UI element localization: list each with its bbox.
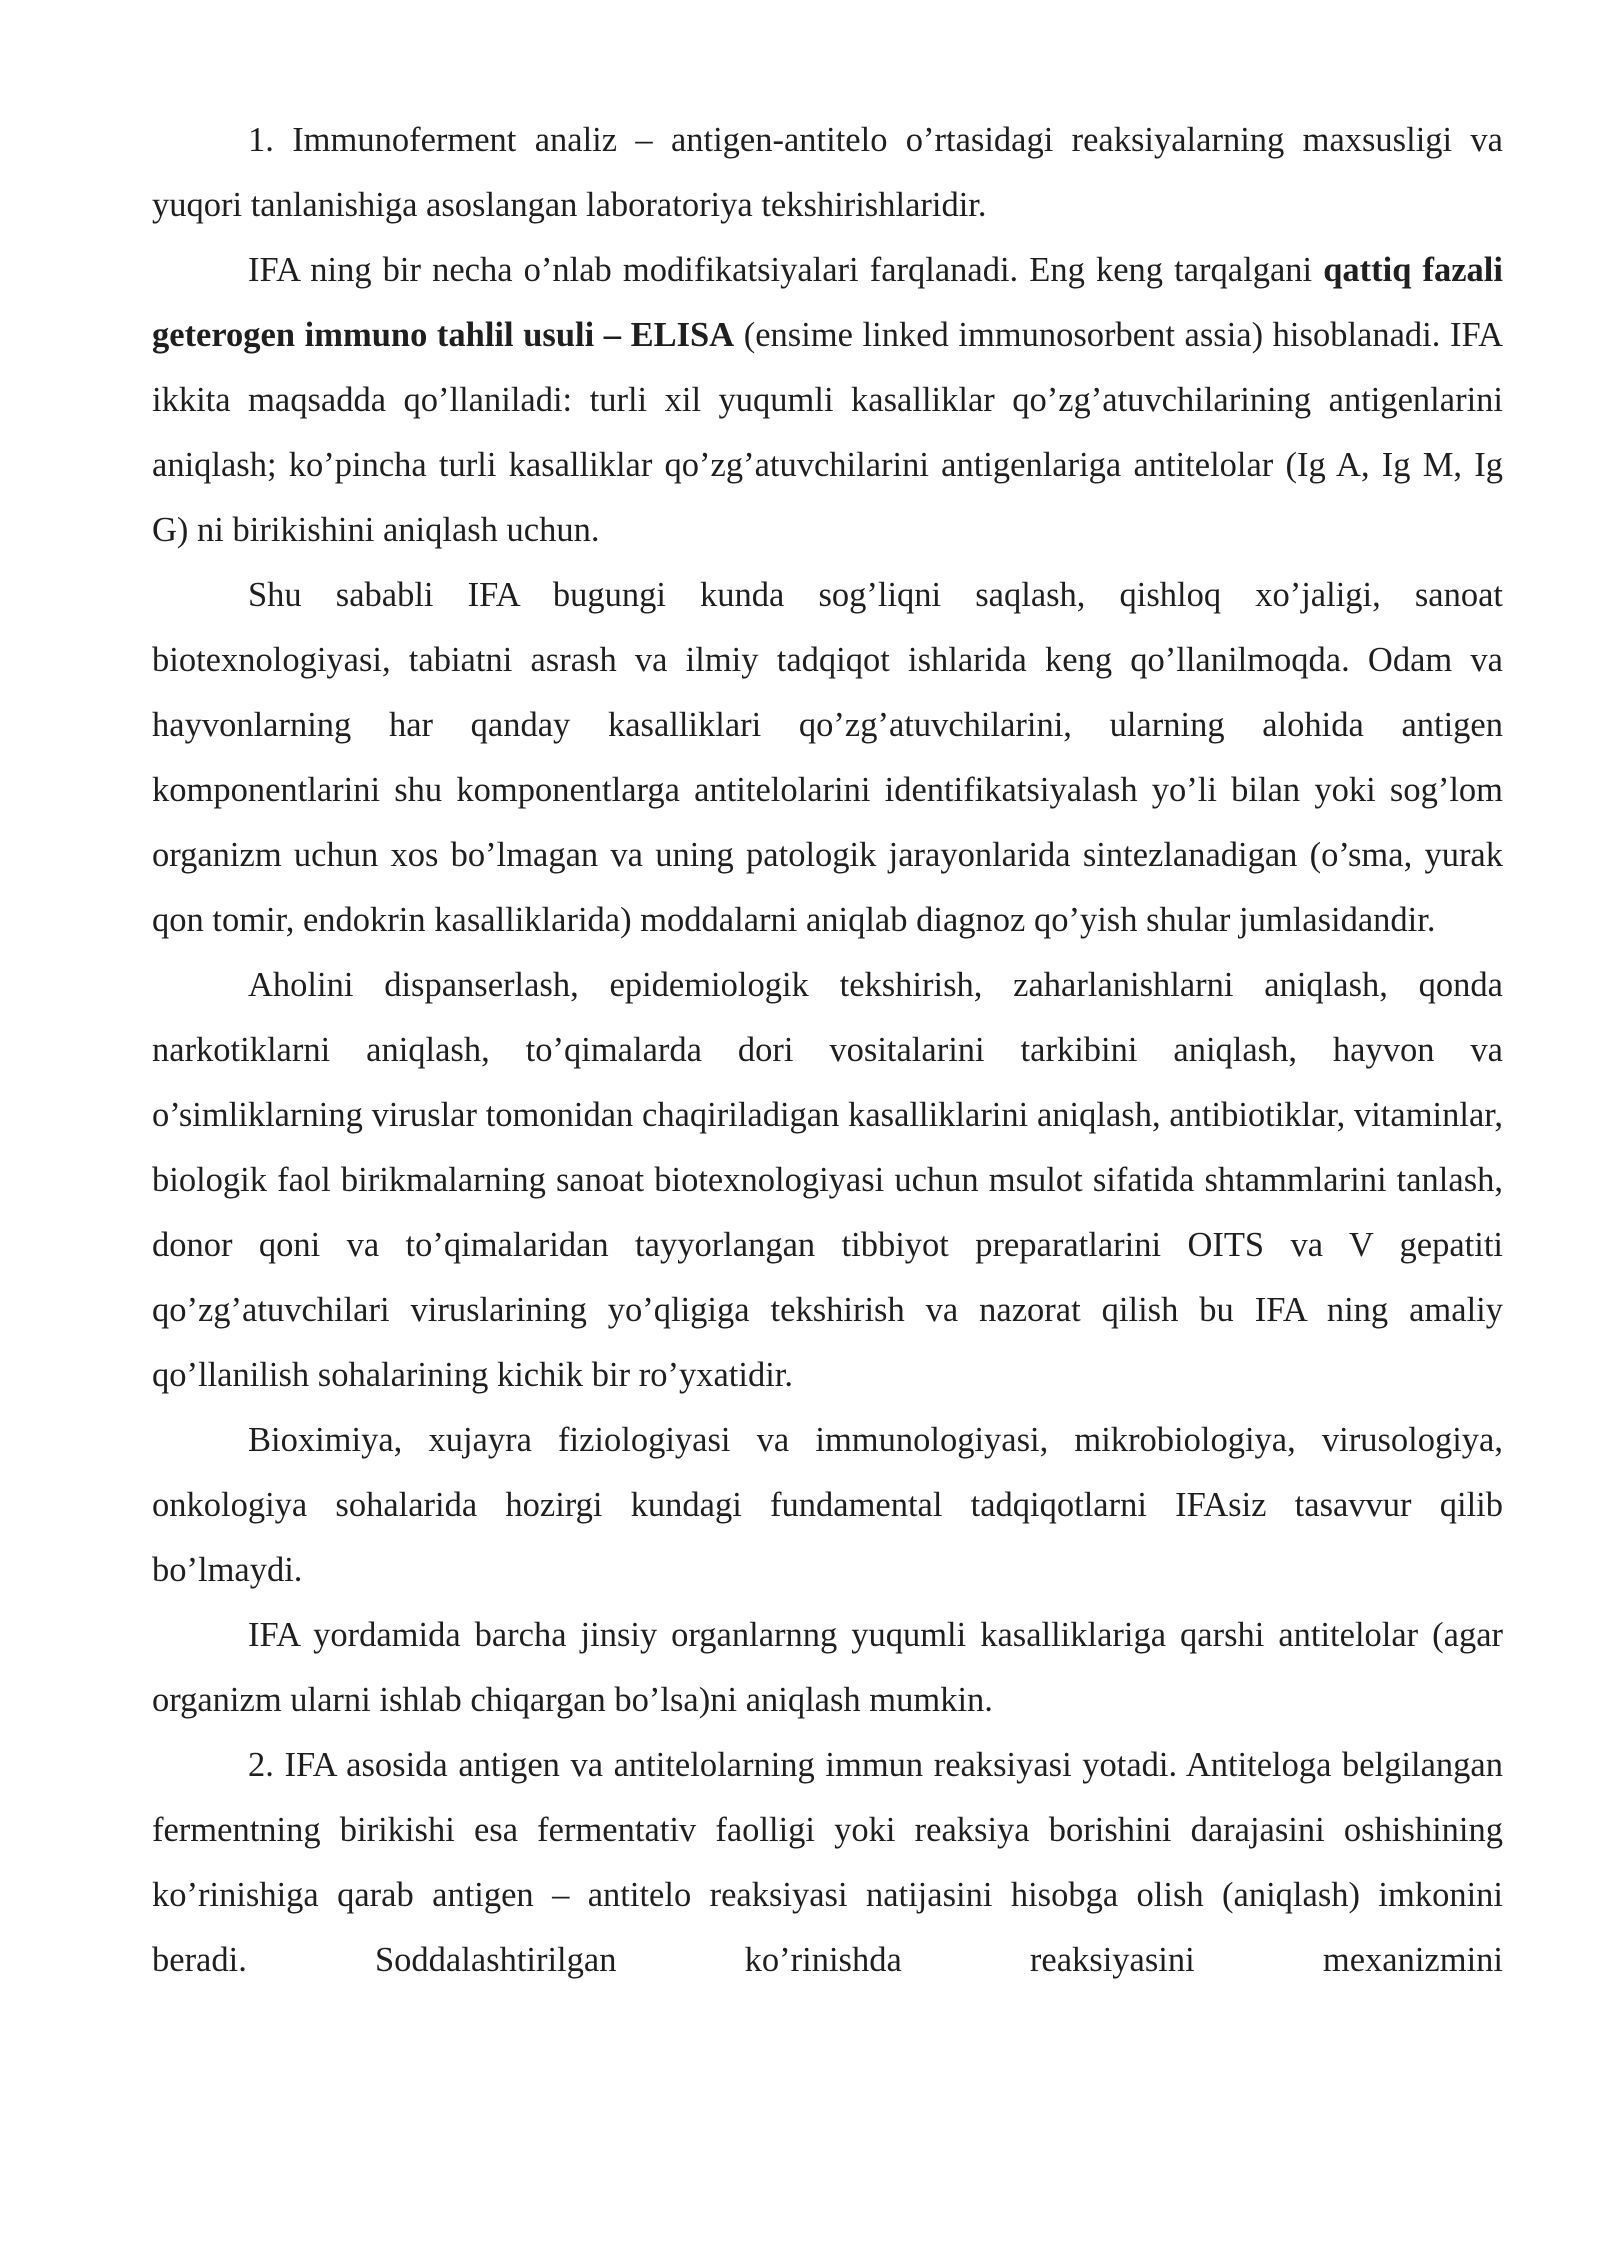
paragraph-1: 1. Immunoferment analiz – antigen-antitelo o’rtasidagi reaksiyalarning maxsusligi va yuqori tanlanishiga asoslangan laboratoriya tekshirishlaridir. bbox=[152, 121, 1503, 224]
paragraph-4: Aholini dispanserlash, epidemiologik tekshirish, zaharlanishlarni aniqlash, qonda narkotiklarni aniqlash, to’qimalarda dori vositalarini tarkibini aniqlash, hayvon va o’simliklarning viruslar tomonidan chaqiriladigan kasalliklarini aniqlash, antibiotiklar, vitaminlar, biologik faol birikmalarning sanoat biotexnologiyasi uchun msulot sifatida shtammlarini tanlash, donor qoni va to’qimalaridan tayyorlangan tibbiyot preparatlarini OITS va V gepatiti qo’zg’atuvchilari viruslarining yo’qligiga tekshirish va nazorat qilish bu IFA ning amaliy qo’llanilish sohalarining kichik bir ro’yxatidir. bbox=[152, 966, 1503, 1394]
paragraph-2-rest: (ensime linked immunosorbent assia) hisoblanadi. IFA ikkita maqsadda qo’llaniladi: turli xil yuqumli kasalliklar qo’zg’atuvchilarining antigenlarini aniqlash; ko’pincha turli kasalliklar qo’zg’atuvchilarini antigenlariga antitelolar (Ig A, Ig M, Ig G) ni birikishini aniqlash uchun. bbox=[152, 316, 1503, 549]
paragraph-7: 2. IFA asosida antigen va antitelolarning immun reaksiyasi yotadi. Antiteloga belgilangan fermentning birikishi esa fermentativ faolligi yoki reaksiya borishini darajasini oshishining ko’rinishiga qarab antigen – antitelo reaksiyasi natijasini hisobga olish (aniqlash) imkonini beradi. Soddalashtirilgan ko’rinishda reaksiyasini mexanizmini bbox=[152, 1746, 1503, 1979]
paragraph-2-lead: IFA ning bir necha o’nlab modifikatsiyalari farqlanadi. Eng keng tarqalgani bbox=[248, 251, 1324, 289]
paragraph-5: Bioximiya, xujayra fiziologiyasi va immunologiyasi, mikrobiologiya, virusologiya, onkologiya sohalarida hozirgi kundagi fundamental tadqiqotlarni IFAsiz tasavvur qilib bo’lmaydi. bbox=[152, 1421, 1503, 1589]
paragraph-2-bold-term: qattiq fazali geterogen immuno tahlil usuli – ELISA bbox=[152, 251, 1503, 354]
paragraph-6: IFA yordamida barcha jinsiy organlarnng yuqumli kasalliklariga qarshi antitelolar (agar organizm ularni ishlab chiqargan bo’lsa)ni aniqlash mumkin. bbox=[152, 1616, 1503, 1719]
paragraph-3: Shu sababli IFA bugungi kunda sog’liqni saqlash, qishloq xo’jaligi, sanoat biotexnologiyasi, tabiatni asrash va ilmiy tadqiqot ishlarida keng qo’llanilmoqda. Odam va hayvonlarning har qanday kasalliklari qo’zg’atuvchilarini, ularning alohida antigen komponentlarini shu komponentlarga antitelolarini identifikatsiyalash yo’li bilan yoki sog’lom organizm uchun xos bo’lmagan va uning patologik jarayonlarida sintezlanadigan (o’sma, yurak qon tomir, endokrin kasalliklarida) moddalarni aniqlab diagnoz qo’yish shular jumlasidandir. bbox=[152, 576, 1503, 939]
paragraph-2 bbox=[152, 238, 1503, 563]
document-page bbox=[152, 108, 1503, 1993]
